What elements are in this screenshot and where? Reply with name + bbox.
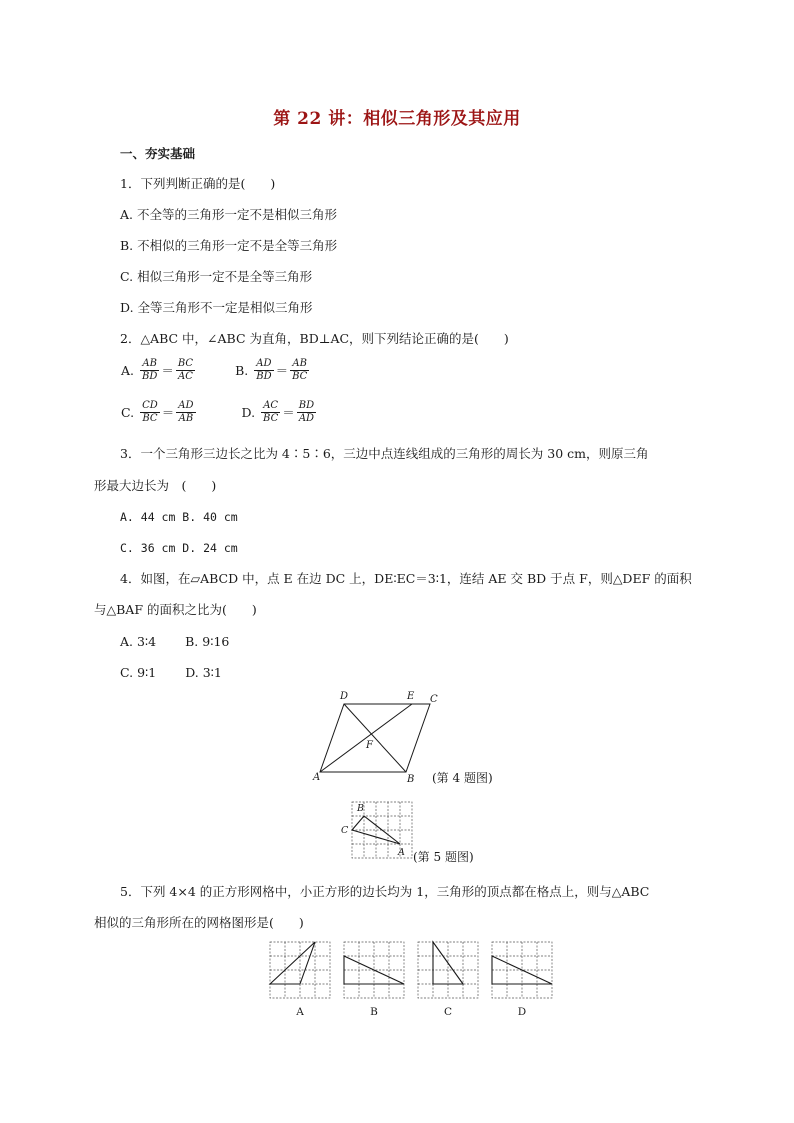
q5-grid-triangle-figure	[336, 798, 416, 862]
q2-option-a: A. $\frac{AB}{BD}$ ＝ $\frac{BC}{AC}$	[121, 358, 194, 382]
choice-grid-b	[344, 942, 404, 998]
section-heading: 一、夯实基础	[120, 146, 196, 161]
q1-option-a: A. 不全等的三角形一定不是相似三角形	[120, 207, 337, 222]
choice-grid-d	[492, 942, 552, 998]
q2-option-b: B. $\frac{AD}{BD}$ ＝ $\frac{AB}{BC}$	[235, 358, 308, 382]
label-a: A	[398, 847, 405, 858]
q1-option-b: B. 不相似的三角形一定不是全等三角形	[120, 238, 338, 253]
choice-label-a: A	[296, 1006, 304, 1018]
label-f: F	[366, 740, 373, 751]
q3-stem-line2: 形最大边长为 ( )	[94, 478, 217, 493]
label-d: D	[340, 691, 349, 702]
q4-stem-line2: 与△BAF 的面积之比为( )	[94, 602, 257, 617]
q4-stem-line1: 4．如图，在▱ABCD 中，点 E 在边 DC 上，DE∶EC＝3∶1，连结 AE 交 BD 于点 F，则△DEF 的面积	[120, 571, 692, 586]
label-e: E	[407, 691, 415, 702]
q2-options-row2	[120, 400, 317, 425]
q2-stem: 2．△ABC 中，∠ABC 为直角，BD⊥AC，则下列结论正确的是( )	[120, 331, 509, 346]
segment-ea	[320, 704, 412, 772]
choice-label-d: D	[517, 1006, 527, 1018]
page-title: 第 22 讲：相似三角形及其应用	[273, 109, 521, 129]
q3-options-row2: C. 36 cm D. 24 cm	[120, 541, 238, 555]
label-b: B	[357, 803, 364, 814]
q2-option-c: C. $\frac{CD}{BC}$ ＝ $\frac{AD}{AB}$	[121, 400, 194, 424]
q4-options-row1: A. 3∶4 B. 9∶16	[120, 634, 230, 649]
q3-stem-line1: 3．一个三角形三边长之比为 4∶5∶6，三边中点连线组成的三角形的周长为 30 cm，则原三角	[120, 446, 649, 461]
diagonal-db	[344, 704, 406, 772]
q1-option-d: D. 全等三角形不一定是相似三角形	[120, 300, 313, 315]
label-b: B	[407, 774, 415, 785]
q5-stem-line1: 5．下列 4×4 的正方形网格中，小正方形的边长均为 1，三角形的顶点都在格点上，则与△ABC	[120, 884, 650, 899]
q2-option-d: D. $\frac{AC}{BC}$ ＝ $\frac{BD}{AD}$	[241, 400, 315, 424]
choice-label-c: C	[443, 1006, 453, 1018]
choice-grid-c	[418, 942, 478, 998]
q5-figure-caption: (第 5 题图)	[413, 850, 474, 864]
label-c: C	[341, 825, 349, 836]
choice-label-b: B	[370, 1006, 378, 1018]
q5-choice-grids	[268, 938, 558, 1020]
label-c: C	[430, 694, 438, 705]
q3-options-row1: A. 44 cm B. 40 cm	[120, 510, 238, 524]
q2-options-row1	[120, 358, 310, 383]
q1-option-c: C. 相似三角形一定不是全等三角形	[120, 269, 313, 284]
label-a: A	[313, 772, 321, 783]
choice-grid-a	[270, 942, 330, 998]
q4-figure-caption: (第 4 题图)	[432, 771, 493, 785]
q1-stem: 1．下列判断正确的是( )	[120, 176, 276, 191]
q4-options-row2: C. 9∶1 D. 3∶1	[120, 665, 222, 680]
q4-parallelogram-figure	[310, 686, 440, 786]
q5-stem-line2: 相似的三角形所在的网格图形是( )	[94, 915, 304, 930]
